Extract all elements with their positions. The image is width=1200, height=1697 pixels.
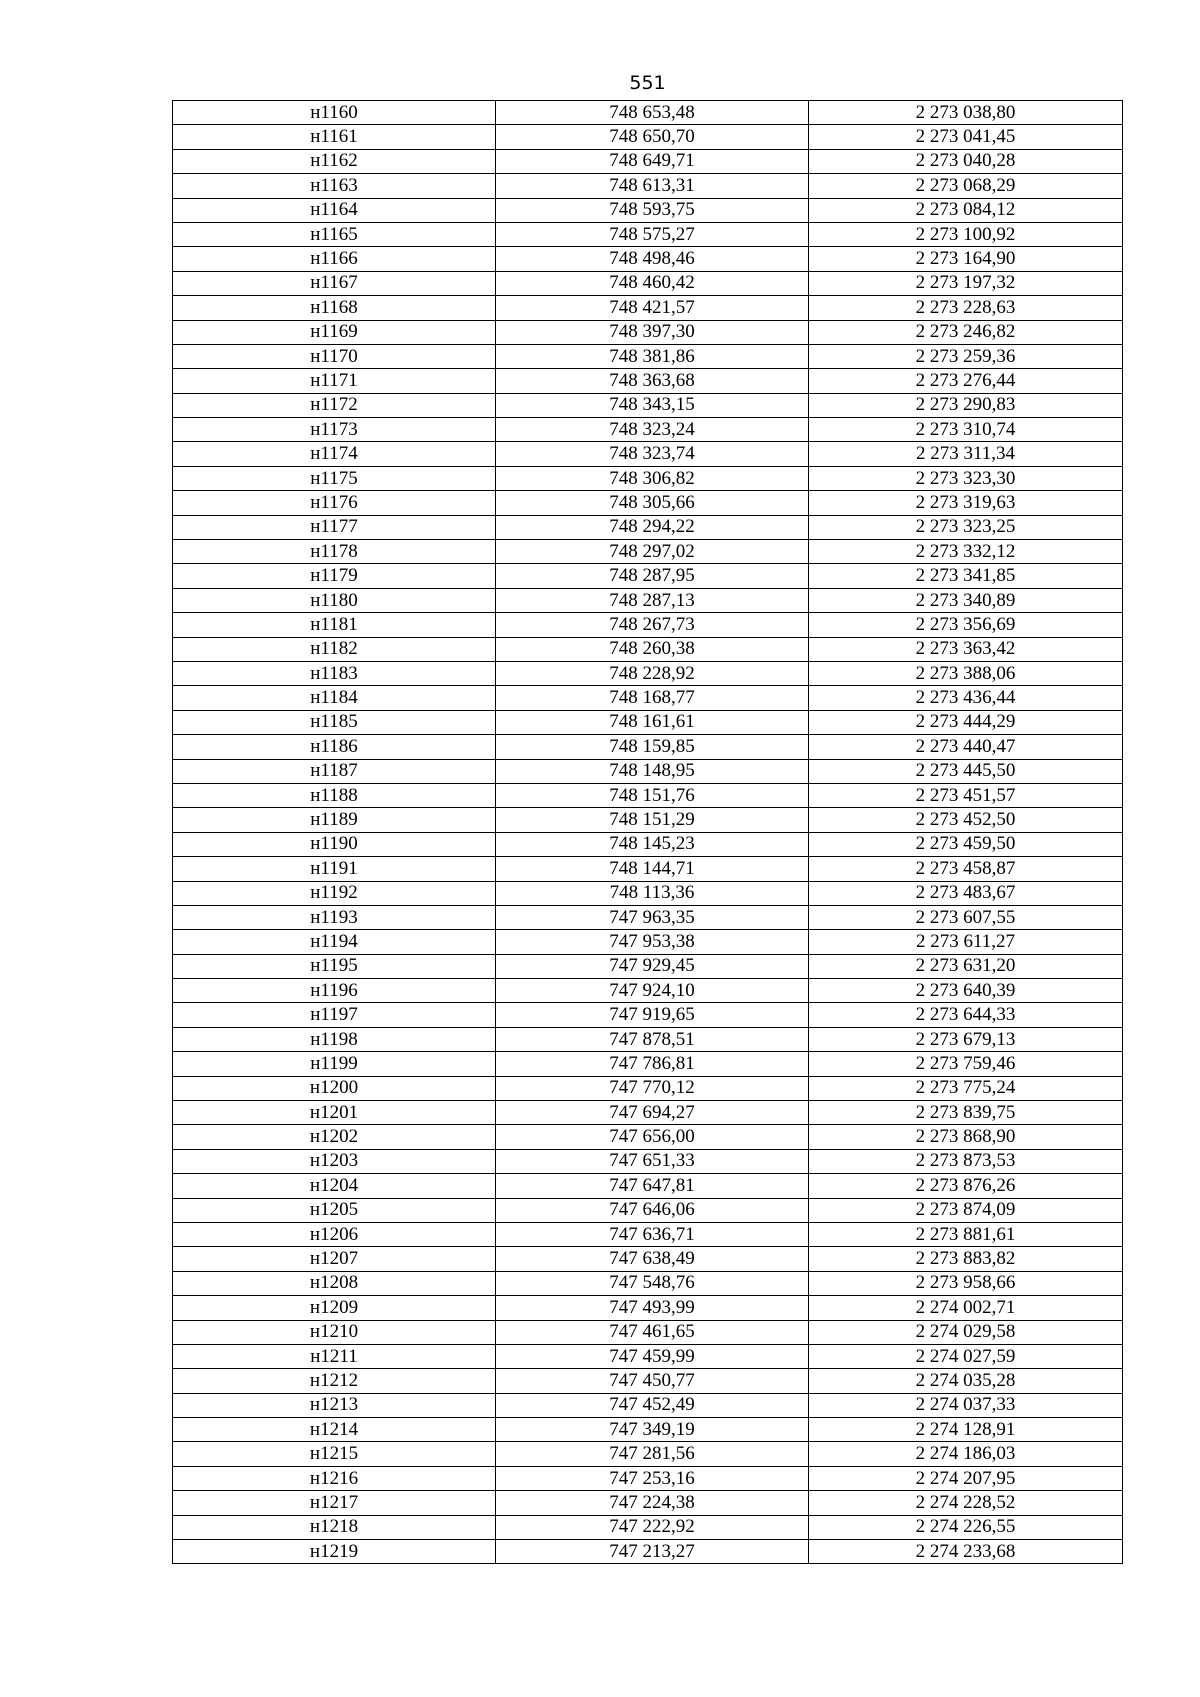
table-row <box>173 808 1123 832</box>
point-id-cell: н1200 <box>173 1076 496 1100</box>
x-coordinate-cell: 747 953,38 <box>496 930 809 954</box>
point-id-cell: н1173 <box>173 418 496 442</box>
y-coordinate-cell: 2 273 958,66 <box>809 1271 1123 1295</box>
table-row <box>173 296 1123 320</box>
point-id-cell: н1188 <box>173 783 496 807</box>
table-row <box>173 320 1123 344</box>
point-id-cell: н1180 <box>173 588 496 612</box>
table-row <box>173 1344 1123 1368</box>
y-coordinate-cell: 2 273 319,63 <box>809 491 1123 515</box>
table-row <box>173 1418 1123 1442</box>
y-coordinate-cell: 2 273 445,50 <box>809 759 1123 783</box>
point-id-cell: н1186 <box>173 735 496 759</box>
y-coordinate-cell: 2 274 002,71 <box>809 1296 1123 1320</box>
table-row <box>173 661 1123 685</box>
point-id-cell: н1177 <box>173 515 496 539</box>
x-coordinate-cell: 747 646,06 <box>496 1198 809 1222</box>
y-coordinate-cell: 2 273 388,06 <box>809 661 1123 685</box>
point-id-cell: н1215 <box>173 1442 496 1466</box>
table-row <box>173 1222 1123 1246</box>
table-row <box>173 979 1123 1003</box>
point-id-cell: н1178 <box>173 540 496 564</box>
x-coordinate-cell: 748 575,27 <box>496 222 809 246</box>
y-coordinate-cell: 2 273 323,30 <box>809 466 1123 490</box>
x-coordinate-cell: 747 647,81 <box>496 1174 809 1198</box>
table-row <box>173 1149 1123 1173</box>
y-coordinate-cell: 2 273 883,82 <box>809 1247 1123 1271</box>
x-coordinate-cell: 747 450,77 <box>496 1369 809 1393</box>
x-coordinate-cell: 748 323,74 <box>496 442 809 466</box>
y-coordinate-cell: 2 273 341,85 <box>809 564 1123 588</box>
table-row <box>173 735 1123 759</box>
point-id-cell: н1205 <box>173 1198 496 1222</box>
table-row <box>173 832 1123 856</box>
x-coordinate-cell: 747 281,56 <box>496 1442 809 1466</box>
point-id-cell: н1169 <box>173 320 496 344</box>
table-row <box>173 247 1123 271</box>
table-row <box>173 271 1123 295</box>
y-coordinate-cell: 2 273 041,45 <box>809 125 1123 149</box>
point-id-cell: н1196 <box>173 979 496 1003</box>
y-coordinate-cell: 2 273 873,53 <box>809 1149 1123 1173</box>
y-coordinate-cell: 2 273 444,29 <box>809 710 1123 734</box>
x-coordinate-cell: 748 148,95 <box>496 759 809 783</box>
x-coordinate-cell: 747 786,81 <box>496 1052 809 1076</box>
y-coordinate-cell: 2 273 340,89 <box>809 588 1123 612</box>
point-id-cell: н1191 <box>173 857 496 881</box>
point-id-cell: н1194 <box>173 930 496 954</box>
y-coordinate-cell: 2 273 332,12 <box>809 540 1123 564</box>
table-row <box>173 1296 1123 1320</box>
y-coordinate-cell: 2 273 290,83 <box>809 393 1123 417</box>
table-row <box>173 1198 1123 1222</box>
table-row <box>173 418 1123 442</box>
table-row <box>173 613 1123 637</box>
point-id-cell: н1168 <box>173 296 496 320</box>
y-coordinate-cell: 2 273 356,69 <box>809 613 1123 637</box>
table-row <box>173 1320 1123 1344</box>
point-id-cell: н1217 <box>173 1491 496 1515</box>
table-row <box>173 759 1123 783</box>
y-coordinate-cell: 2 273 440,47 <box>809 735 1123 759</box>
x-coordinate-cell: 747 651,33 <box>496 1149 809 1173</box>
y-coordinate-cell: 2 273 311,34 <box>809 442 1123 466</box>
x-coordinate-cell: 748 113,36 <box>496 881 809 905</box>
table-row <box>173 1466 1123 1490</box>
x-coordinate-cell: 747 493,99 <box>496 1296 809 1320</box>
table-row <box>173 149 1123 173</box>
x-coordinate-cell: 748 159,85 <box>496 735 809 759</box>
table-row <box>173 1491 1123 1515</box>
y-coordinate-cell: 2 273 459,50 <box>809 832 1123 856</box>
x-coordinate-cell: 748 323,24 <box>496 418 809 442</box>
table-row <box>173 466 1123 490</box>
x-coordinate-cell: 747 452,49 <box>496 1393 809 1417</box>
y-coordinate-cell: 2 273 640,39 <box>809 979 1123 1003</box>
x-coordinate-cell: 748 343,15 <box>496 393 809 417</box>
x-coordinate-cell: 747 636,71 <box>496 1222 809 1246</box>
point-id-cell: н1192 <box>173 881 496 905</box>
x-coordinate-cell: 747 222,92 <box>496 1515 809 1539</box>
x-coordinate-cell: 748 305,66 <box>496 491 809 515</box>
point-id-cell: н1197 <box>173 1003 496 1027</box>
x-coordinate-cell: 747 459,99 <box>496 1344 809 1368</box>
point-id-cell: н1193 <box>173 905 496 929</box>
point-id-cell: н1187 <box>173 759 496 783</box>
y-coordinate-cell: 2 274 035,28 <box>809 1369 1123 1393</box>
point-id-cell: н1209 <box>173 1296 496 1320</box>
point-id-cell: н1213 <box>173 1393 496 1417</box>
y-coordinate-cell: 2 273 259,36 <box>809 344 1123 368</box>
y-coordinate-cell: 2 273 759,46 <box>809 1052 1123 1076</box>
point-id-cell: н1201 <box>173 1101 496 1125</box>
table-row <box>173 1369 1123 1393</box>
table-row <box>173 540 1123 564</box>
table-row <box>173 1125 1123 1149</box>
y-coordinate-cell: 2 273 881,61 <box>809 1222 1123 1246</box>
x-coordinate-cell: 748 287,95 <box>496 564 809 588</box>
table-row <box>173 1052 1123 1076</box>
x-coordinate-cell: 748 397,30 <box>496 320 809 344</box>
point-id-cell: н1211 <box>173 1344 496 1368</box>
x-coordinate-cell: 747 224,38 <box>496 1491 809 1515</box>
table-row <box>173 637 1123 661</box>
table-row <box>173 1174 1123 1198</box>
table-row <box>173 393 1123 417</box>
point-id-cell: н1161 <box>173 125 496 149</box>
y-coordinate-cell: 2 274 233,68 <box>809 1540 1123 1564</box>
x-coordinate-cell: 748 294,22 <box>496 515 809 539</box>
point-id-cell: н1174 <box>173 442 496 466</box>
table-row <box>173 101 1123 125</box>
x-coordinate-cell: 748 287,13 <box>496 588 809 612</box>
x-coordinate-cell: 747 694,27 <box>496 1101 809 1125</box>
point-id-cell: н1181 <box>173 613 496 637</box>
x-coordinate-cell: 748 260,38 <box>496 637 809 661</box>
y-coordinate-cell: 2 273 246,82 <box>809 320 1123 344</box>
y-coordinate-cell: 2 273 436,44 <box>809 686 1123 710</box>
y-coordinate-cell: 2 273 040,28 <box>809 149 1123 173</box>
x-coordinate-cell: 748 613,31 <box>496 174 809 198</box>
point-id-cell: н1212 <box>173 1369 496 1393</box>
point-id-cell: н1189 <box>173 808 496 832</box>
y-coordinate-cell: 2 274 207,95 <box>809 1466 1123 1490</box>
point-id-cell: н1204 <box>173 1174 496 1198</box>
y-coordinate-cell: 2 273 451,57 <box>809 783 1123 807</box>
x-coordinate-cell: 747 638,49 <box>496 1247 809 1271</box>
page-number: 551 <box>629 72 666 94</box>
x-coordinate-cell: 748 593,75 <box>496 198 809 222</box>
table-row <box>173 1076 1123 1100</box>
point-id-cell: н1166 <box>173 247 496 271</box>
y-coordinate-cell: 2 273 868,90 <box>809 1125 1123 1149</box>
y-coordinate-cell: 2 273 452,50 <box>809 808 1123 832</box>
point-id-cell: н1208 <box>173 1271 496 1295</box>
x-coordinate-cell: 747 253,16 <box>496 1466 809 1490</box>
y-coordinate-cell: 2 274 226,55 <box>809 1515 1123 1539</box>
y-coordinate-cell: 2 273 038,80 <box>809 101 1123 125</box>
x-coordinate-cell: 748 228,92 <box>496 661 809 685</box>
x-coordinate-cell: 748 267,73 <box>496 613 809 637</box>
table-row <box>173 442 1123 466</box>
table-row <box>173 369 1123 393</box>
point-id-cell: н1185 <box>173 710 496 734</box>
table-row <box>173 1515 1123 1539</box>
table-row <box>173 588 1123 612</box>
y-coordinate-cell: 2 273 068,29 <box>809 174 1123 198</box>
point-id-cell: н1216 <box>173 1466 496 1490</box>
coordinates-table <box>172 100 1123 1564</box>
point-id-cell: н1219 <box>173 1540 496 1564</box>
y-coordinate-cell: 2 274 128,91 <box>809 1418 1123 1442</box>
y-coordinate-cell: 2 273 644,33 <box>809 1003 1123 1027</box>
table-row <box>173 1271 1123 1295</box>
coordinates-table-body <box>173 101 1123 1564</box>
y-coordinate-cell: 2 273 164,90 <box>809 247 1123 271</box>
y-coordinate-cell: 2 273 323,25 <box>809 515 1123 539</box>
table-row <box>173 857 1123 881</box>
table-row <box>173 1540 1123 1564</box>
x-coordinate-cell: 748 297,02 <box>496 540 809 564</box>
y-coordinate-cell: 2 273 631,20 <box>809 954 1123 978</box>
y-coordinate-cell: 2 273 839,75 <box>809 1101 1123 1125</box>
x-coordinate-cell: 747 548,76 <box>496 1271 809 1295</box>
point-id-cell: н1170 <box>173 344 496 368</box>
y-coordinate-cell: 2 273 276,44 <box>809 369 1123 393</box>
point-id-cell: н1165 <box>173 222 496 246</box>
table-row <box>173 515 1123 539</box>
table-row <box>173 1027 1123 1051</box>
x-coordinate-cell: 747 929,45 <box>496 954 809 978</box>
point-id-cell: н1199 <box>173 1052 496 1076</box>
x-coordinate-cell: 748 168,77 <box>496 686 809 710</box>
y-coordinate-cell: 2 274 186,03 <box>809 1442 1123 1466</box>
y-coordinate-cell: 2 274 027,59 <box>809 1344 1123 1368</box>
table-row <box>173 222 1123 246</box>
table-row <box>173 1393 1123 1417</box>
table-row <box>173 930 1123 954</box>
x-coordinate-cell: 748 421,57 <box>496 296 809 320</box>
point-id-cell: н1160 <box>173 101 496 125</box>
y-coordinate-cell: 2 273 876,26 <box>809 1174 1123 1198</box>
x-coordinate-cell: 748 653,48 <box>496 101 809 125</box>
point-id-cell: н1218 <box>173 1515 496 1539</box>
table-row <box>173 491 1123 515</box>
x-coordinate-cell: 747 770,12 <box>496 1076 809 1100</box>
table-row <box>173 710 1123 734</box>
y-coordinate-cell: 2 273 363,42 <box>809 637 1123 661</box>
point-id-cell: н1184 <box>173 686 496 710</box>
y-coordinate-cell: 2 273 775,24 <box>809 1076 1123 1100</box>
x-coordinate-cell: 747 461,65 <box>496 1320 809 1344</box>
table-row <box>173 344 1123 368</box>
point-id-cell: н1183 <box>173 661 496 685</box>
y-coordinate-cell: 2 273 679,13 <box>809 1027 1123 1051</box>
y-coordinate-cell: 2 274 037,33 <box>809 1393 1123 1417</box>
point-id-cell: н1214 <box>173 1418 496 1442</box>
table-row <box>173 198 1123 222</box>
x-coordinate-cell: 748 151,29 <box>496 808 809 832</box>
table-row <box>173 1003 1123 1027</box>
y-coordinate-cell: 2 274 029,58 <box>809 1320 1123 1344</box>
point-id-cell: н1202 <box>173 1125 496 1149</box>
point-id-cell: н1206 <box>173 1222 496 1246</box>
y-coordinate-cell: 2 273 483,67 <box>809 881 1123 905</box>
point-id-cell: н1182 <box>173 637 496 661</box>
x-coordinate-cell: 748 145,23 <box>496 832 809 856</box>
y-coordinate-cell: 2 273 310,74 <box>809 418 1123 442</box>
x-coordinate-cell: 748 363,68 <box>496 369 809 393</box>
x-coordinate-cell: 748 649,71 <box>496 149 809 173</box>
x-coordinate-cell: 748 151,76 <box>496 783 809 807</box>
point-id-cell: н1190 <box>173 832 496 856</box>
x-coordinate-cell: 748 381,86 <box>496 344 809 368</box>
x-coordinate-cell: 748 650,70 <box>496 125 809 149</box>
y-coordinate-cell: 2 273 874,09 <box>809 1198 1123 1222</box>
point-id-cell: н1176 <box>173 491 496 515</box>
x-coordinate-cell: 747 656,00 <box>496 1125 809 1149</box>
y-coordinate-cell: 2 273 611,27 <box>809 930 1123 954</box>
point-id-cell: н1167 <box>173 271 496 295</box>
table-row <box>173 954 1123 978</box>
x-coordinate-cell: 747 919,65 <box>496 1003 809 1027</box>
point-id-cell: н1210 <box>173 1320 496 1344</box>
point-id-cell: н1163 <box>173 174 496 198</box>
table-row <box>173 125 1123 149</box>
point-id-cell: н1162 <box>173 149 496 173</box>
x-coordinate-cell: 748 460,42 <box>496 271 809 295</box>
table-row <box>173 1101 1123 1125</box>
y-coordinate-cell: 2 274 228,52 <box>809 1491 1123 1515</box>
point-id-cell: н1203 <box>173 1149 496 1173</box>
table-row <box>173 1247 1123 1271</box>
table-row <box>173 686 1123 710</box>
x-coordinate-cell: 747 349,19 <box>496 1418 809 1442</box>
table-row <box>173 881 1123 905</box>
x-coordinate-cell: 748 144,71 <box>496 857 809 881</box>
x-coordinate-cell: 747 213,27 <box>496 1540 809 1564</box>
point-id-cell: н1172 <box>173 393 496 417</box>
x-coordinate-cell: 748 161,61 <box>496 710 809 734</box>
table-row <box>173 174 1123 198</box>
point-id-cell: н1171 <box>173 369 496 393</box>
table-row <box>173 905 1123 929</box>
x-coordinate-cell: 747 924,10 <box>496 979 809 1003</box>
y-coordinate-cell: 2 273 100,92 <box>809 222 1123 246</box>
x-coordinate-cell: 748 306,82 <box>496 466 809 490</box>
y-coordinate-cell: 2 273 458,87 <box>809 857 1123 881</box>
x-coordinate-cell: 747 963,35 <box>496 905 809 929</box>
y-coordinate-cell: 2 273 084,12 <box>809 198 1123 222</box>
table-row <box>173 1442 1123 1466</box>
table-row <box>173 564 1123 588</box>
y-coordinate-cell: 2 273 197,32 <box>809 271 1123 295</box>
x-coordinate-cell: 748 498,46 <box>496 247 809 271</box>
table-row <box>173 783 1123 807</box>
point-id-cell: н1198 <box>173 1027 496 1051</box>
point-id-cell: н1164 <box>173 198 496 222</box>
point-id-cell: н1207 <box>173 1247 496 1271</box>
point-id-cell: н1175 <box>173 466 496 490</box>
point-id-cell: н1179 <box>173 564 496 588</box>
y-coordinate-cell: 2 273 228,63 <box>809 296 1123 320</box>
x-coordinate-cell: 747 878,51 <box>496 1027 809 1051</box>
y-coordinate-cell: 2 273 607,55 <box>809 905 1123 929</box>
point-id-cell: н1195 <box>173 954 496 978</box>
